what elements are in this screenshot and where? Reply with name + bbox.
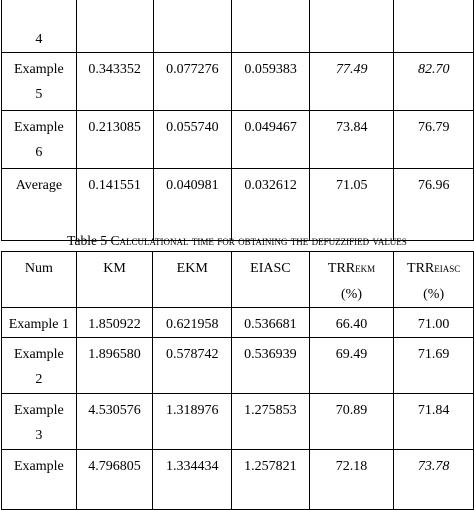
trr-eiasc-cell: 71.00: [394, 308, 474, 338]
table-row: [2, 450, 474, 510]
ekm-cell: 0.040981: [153, 169, 232, 241]
eiasc-cell: 0.536681: [232, 308, 310, 338]
eiasc-cell: [232, 0, 310, 53]
row-label: Example: [2, 450, 77, 510]
km-cell: 0.141551: [76, 169, 153, 241]
ekm-cell: 1.318976: [153, 394, 232, 450]
table-row: [2, 338, 474, 394]
trr-eiasc-cell: 73.78: [394, 450, 474, 510]
km-cell: 0.213085: [76, 111, 153, 169]
trr-ekm-cell: 66.40: [309, 308, 394, 338]
row-label: Average: [2, 169, 77, 241]
top-table: [1, 0, 474, 241]
header-row: [2, 252, 474, 308]
ekm-cell: 0.621958: [153, 308, 232, 338]
table-5: [1, 251, 474, 510]
table-row: [2, 169, 474, 241]
ekm-cell: 0.077276: [153, 53, 232, 111]
trr-ekm-cell: [309, 0, 393, 53]
eiasc-cell: 1.275853: [232, 394, 310, 450]
km-cell: 0.343352: [76, 53, 153, 111]
trr-eiasc-cell: 76.96: [394, 169, 474, 241]
km-cell: [76, 0, 153, 53]
km-cell: 1.896580: [76, 338, 153, 394]
eiasc-cell: 1.257821: [232, 450, 310, 510]
table-row: [2, 394, 474, 450]
header-trr-eiasc: TRREIASC (%): [394, 252, 474, 308]
eiasc-cell: 0.049467: [232, 111, 310, 169]
row-label: Example 3: [2, 394, 77, 450]
ekm-cell: [153, 0, 232, 53]
ekm-cell: 1.334434: [153, 450, 232, 510]
table-row: [2, 308, 474, 338]
trr-eiasc-cell: 71.84: [394, 394, 474, 450]
trr-ekm-cell: 69.49: [309, 338, 394, 394]
header-trr-ekm: TRREKM (%): [309, 252, 394, 308]
table-row: [2, 111, 474, 169]
km-cell: 4.796805: [76, 450, 153, 510]
trr-ekm-cell: 73.84: [309, 111, 393, 169]
eiasc-cell: 0.059383: [232, 53, 310, 111]
table-caption: Table 5 Calculational time for obtaining the defuzzified values: [67, 233, 407, 248]
trr-eiasc-cell: 82.70: [394, 53, 474, 111]
table-row: [2, 0, 474, 53]
table-row: [2, 53, 474, 111]
ekm-cell: 0.055740: [153, 111, 232, 169]
header-ekm: EKM: [153, 252, 232, 308]
row-label: 4: [2, 0, 77, 53]
trr-ekm-cell: 71.05: [309, 169, 393, 241]
row-label: Example 6: [2, 111, 77, 169]
eiasc-cell: 0.536939: [232, 338, 310, 394]
trr-ekm-cell: 72.18: [309, 450, 394, 510]
header-num: Num: [2, 252, 77, 308]
eiasc-cell: 0.032612: [232, 169, 310, 241]
trr-ekm-cell: 70.89: [309, 394, 394, 450]
km-cell: 1.850922: [76, 308, 153, 338]
row-label: Example 1: [2, 308, 77, 338]
ekm-cell: 0.578742: [153, 338, 232, 394]
trr-eiasc-cell: 76.79: [394, 111, 474, 169]
row-label: Example 5: [2, 53, 77, 111]
trr-eiasc-cell: [394, 0, 474, 53]
header-km: KM: [76, 252, 153, 308]
header-eiasc: EIASC: [232, 252, 310, 308]
trr-ekm-cell: 77.49: [309, 53, 393, 111]
km-cell: 4.530576: [76, 394, 153, 450]
row-label: Example 2: [2, 338, 77, 394]
trr-eiasc-cell: 71.69: [394, 338, 474, 394]
